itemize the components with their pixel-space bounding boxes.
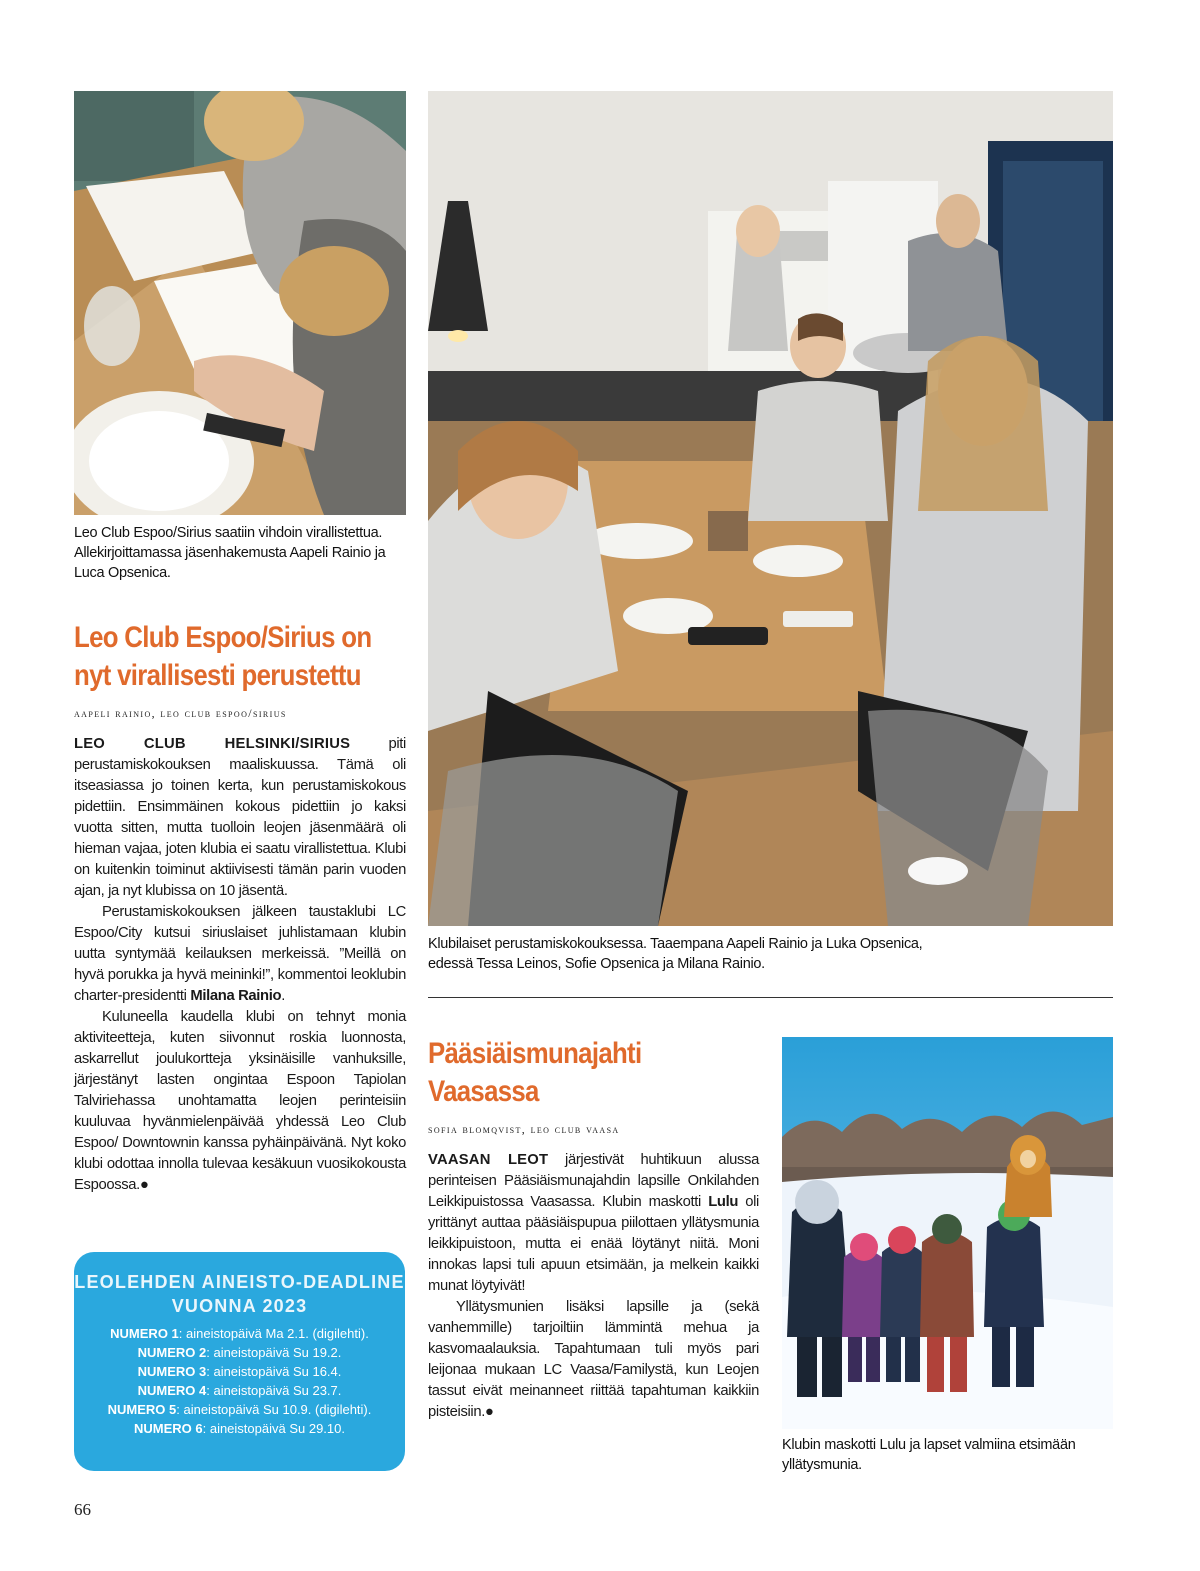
deadline-item-text: : aineistopäivä Su 10.9. (digilehti). (176, 1402, 372, 1417)
kitchen-group-photo-illustration (428, 91, 1113, 926)
deadline-title (74, 1270, 405, 1318)
snow-photo-caption: Klubin maskotti Lulu ja lapset valmiina etsimään yllätysmunia. (782, 1437, 1076, 1473)
article2-paragraph-1-end: oli yrittänyt auttaa pääsiäispupua piilottaen yllätysmunia leikkipuistoon, mutta ei enää löytänyt niitä. Moni innokas lapsi tuli apuun etsimään, ja melkein kaikki munat löytyivät! (428, 1194, 759, 1294)
article2-paragraph-1 (428, 1150, 759, 1297)
article2-headline-line2: Vaasassa (428, 1075, 539, 1108)
deadline-title-line1: LEOLEHDEN AINEISTO-DEADLINE (74, 1272, 405, 1292)
article2-body (428, 1150, 759, 1423)
article1-paragraph-2-text: Perustamiskokouksen jälkeen taustaklubi LC Espoo/City kutsui siriuslaiset juhlistamaan klubin uutta syntymää keilauksen merkeissä. ”Meillä on hyvä porukka ja hyvä meininki!”, kommentoi leoklubin charter-presidentti (74, 904, 406, 1004)
deadline-item-text: : aineistopäivä Su 16.4. (206, 1364, 342, 1379)
deadline-item-label: NUMERO 2 (137, 1345, 207, 1360)
snow-egg-hunt-photo (782, 1037, 1113, 1429)
article1-paragraph-2-end: . (281, 988, 285, 1004)
article2-paragraph-1-text: järjestivät huhtikuun alussa perinteisen Pääsiäismunajahdin lapsille Onkilahden Leikkipuistossa Vaasassa. Klubin maskotti (428, 1152, 759, 1210)
article2-lead-in: VAASAN LEOT (428, 1152, 549, 1168)
deadline-box (74, 1252, 405, 1471)
deadline-item-label: NUMERO 4 (137, 1383, 207, 1398)
kitchen-group-photo (428, 91, 1113, 926)
article1-paragraph-1-text: piti perustamiskokouksen maaliskuussa. Tämä oli itseasiassa jo toinen kerta, kun perustamiskokous pidettiin. Ensimmäinen kokous pidettiin jo kaksi vuotta sitten, mutta tuolloin leojen jäsenmäärä oli hieman vajaa, joten klubia ei saatu virallistettua. Klubi on kuitenkin toiminut aktiivisesti tämän parin vuoden ajan, ja nyt klubissa on 10 jäsentä. (74, 736, 406, 899)
article2-paragraph-2 (428, 1297, 759, 1423)
article1-paragraph-1 (74, 734, 406, 902)
kitchen-photo-caption-line1: Klubilaiset perustamiskokouksessa. Taaempana Aapeli Rainio ja Luka Opsenica, (428, 936, 923, 952)
kitchen-photo-caption-line2: edessä Tessa Leinos, Sofie Opsenica ja Milana Rainio. (428, 956, 765, 972)
article2-headline-line1: Pääsiäismunajahti (428, 1037, 642, 1070)
article2-mascot-name: Lulu (708, 1194, 739, 1210)
deadline-item (74, 1343, 405, 1362)
article1-paragraph-3-text: Kuluneella kaudella klubi on tehnyt monia aktiviteetteja, kuten siivonnut roskia luonnosta, askarrellut joulukortteja yksinäisille vanhuksille, järjestänyt lasten ongintaa Espoon Tapiolan Talviriehassa unohtamatta leojen perinteisiin kuuluvaa hyvänmielenpäivää yhdessä Leo Club Espoo/ Downtownin kanssa pyhäinpäivänä. Nyt koko klubi odottaa innolla tulevaa kesäkuun vuosikokousta Espoossa. (74, 1009, 406, 1193)
deadline-item (74, 1324, 405, 1343)
deadline-list (74, 1324, 405, 1438)
article1-paragraph-2-name: Milana Rainio (190, 988, 282, 1004)
article1-end-mark: ● (139, 1177, 149, 1193)
deadline-title-line2: VUONNA 2023 (171, 1296, 308, 1316)
deadline-item-text: : aineistopäivä Su 23.7. (206, 1383, 342, 1398)
article1-lead-in: LEO CLUB HELSINKI/SIRIUS (74, 736, 351, 752)
article2-end-mark: ● (485, 1404, 494, 1420)
signing-photo (74, 91, 406, 515)
deadline-item (74, 1400, 405, 1419)
article2-headline (428, 1035, 712, 1111)
deadline-item-text: : aineistopäivä Ma 2.1. (digilehti). (178, 1326, 369, 1341)
article2-byline: sofia blomqvist, leo club vaasa (428, 1122, 620, 1136)
article1-paragraph-2 (74, 902, 406, 1007)
article1-headline-line2: nyt virallisesti perustettu (74, 659, 361, 692)
deadline-item (74, 1419, 405, 1438)
article1-paragraph-3 (74, 1007, 406, 1196)
section-divider (428, 997, 1113, 998)
deadline-item-text: : aineistopäivä Su 29.10. (202, 1421, 345, 1436)
article1-headline-line1: Leo Club Espoo/Sirius on (74, 621, 372, 654)
article2-paragraph-2-text: Yllätysmunien lisäksi lapsille ja (sekä vanhemmille) tarjoiltiin lämmintä mehua ja kasvomaalauksia. Tapahtumaan tuli myös pari leijonaa mukaan LC Vaasa/Familystä, kun Leojen tassut eivät meinanneet riittää tapahtuman kaikkiin pisteisiin. (428, 1299, 759, 1420)
article1-headline (74, 619, 418, 695)
article1-body (74, 734, 406, 1196)
snow-egg-hunt-photo-illustration (782, 1037, 1113, 1429)
deadline-item-label: NUMERO 6 (133, 1421, 203, 1436)
article1-byline: aapeli rainio, leo club espoo/sirius (74, 706, 287, 720)
deadline-item-text: : aineistopäivä Su 19.2. (206, 1345, 342, 1360)
deadline-item (74, 1362, 405, 1381)
kitchen-photo-caption (428, 934, 1113, 974)
deadline-item-label: NUMERO 5 (107, 1402, 177, 1417)
deadline-item-label: NUMERO 1 (110, 1326, 179, 1341)
signing-photo-illustration (74, 91, 406, 515)
deadline-item (74, 1381, 405, 1400)
signing-photo-caption: Leo Club Espoo/Sirius saatiin vihdoin virallistettua. Allekirjoittamassa jäsenhakemusta Aapeli Rainio ja Luca Opsenica. (74, 525, 386, 581)
deadline-item-label: NUMERO 3 (137, 1364, 207, 1379)
page-number: 66 (74, 1500, 91, 1519)
